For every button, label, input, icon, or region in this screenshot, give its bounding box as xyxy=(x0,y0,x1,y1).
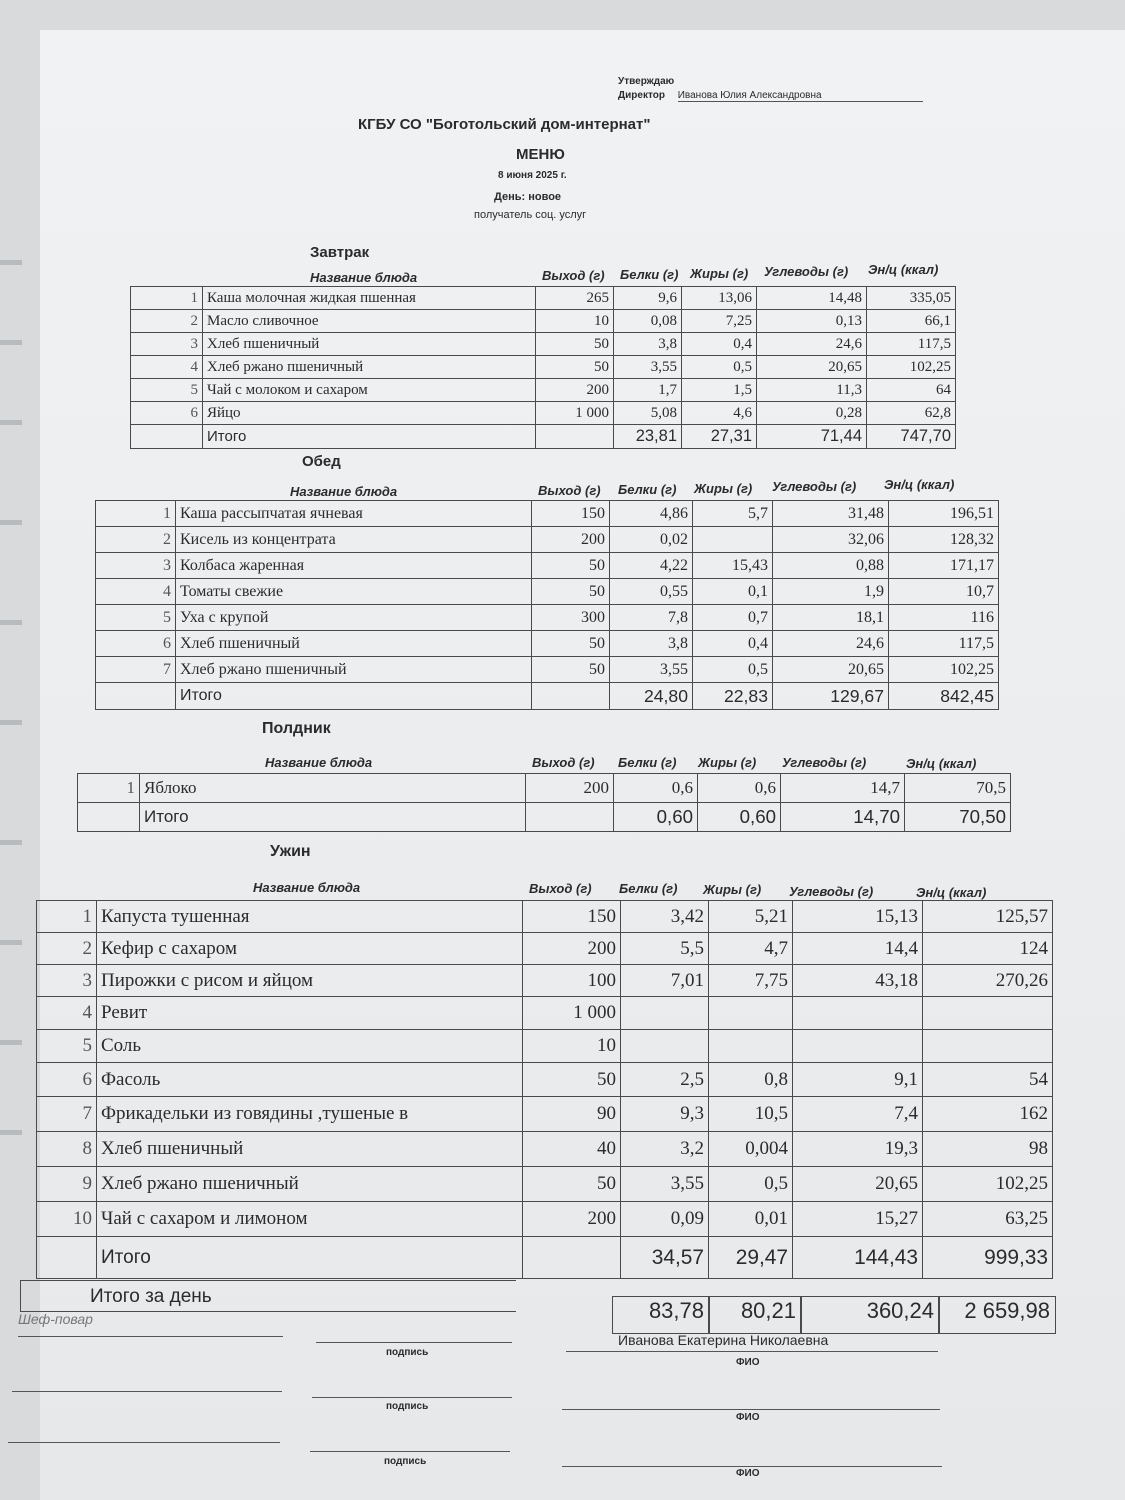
total-fat: 22,83 xyxy=(693,683,773,710)
fio-line xyxy=(562,1466,942,1467)
fio-line xyxy=(566,1351,938,1352)
dish-fat: 0,4 xyxy=(693,631,773,657)
dish-yield: 1 000 xyxy=(523,997,621,1030)
dish-energy: 102,25 xyxy=(889,657,999,683)
dish-yield: 50 xyxy=(536,356,614,379)
dish-name: Яйцо xyxy=(203,402,536,425)
dish-name: Капуста тушенная xyxy=(97,901,523,933)
section-title-snack: Полдник xyxy=(262,720,331,737)
col-energy: Эн/ц (ккал) xyxy=(884,477,955,492)
dish-yield: 50 xyxy=(532,553,610,579)
dish-energy: 102,25 xyxy=(867,356,956,379)
fio-caption: ФИО xyxy=(736,1412,760,1423)
row-number: 4 xyxy=(37,997,97,1030)
director-name: Иванова Юлия Александровна xyxy=(678,90,923,102)
approve-label: Утверждаю xyxy=(618,76,675,87)
menu-date: 8 июня 2025 г. xyxy=(498,170,567,181)
binder-tab xyxy=(0,940,22,945)
director-label: Директор xyxy=(618,90,665,101)
dish-yield: 10 xyxy=(536,310,614,333)
total-fat: 29,47 xyxy=(709,1237,793,1279)
chef-name: Иванова Екатерина Николаевна xyxy=(618,1332,829,1348)
dish-name: Масло сливочное xyxy=(203,310,536,333)
dish-yield: 50 xyxy=(523,1167,621,1202)
dish-name: Каша рассыпчатая ячневая xyxy=(176,501,532,527)
row-number: 4 xyxy=(96,579,176,605)
dish-protein: 3,8 xyxy=(614,333,682,356)
col-carbs: Углеводы (г) xyxy=(764,264,849,279)
dish-energy: 196,51 xyxy=(889,501,999,527)
snack-table xyxy=(77,773,1011,832)
dish-energy: 54 xyxy=(923,1063,1053,1097)
col-name: Название блюда xyxy=(310,270,418,285)
col-yield: Выход (г) xyxy=(538,483,601,498)
dish-fat: 0,004 xyxy=(709,1132,793,1167)
dish-energy: 124 xyxy=(923,933,1053,965)
dish-energy: 270,26 xyxy=(923,965,1053,997)
dish-protein: 3,55 xyxy=(610,657,693,683)
dish-protein: 3,42 xyxy=(621,901,709,933)
dish-yield: 300 xyxy=(532,605,610,631)
day-total-fat: 80,21 xyxy=(740,1298,796,1323)
col-energy: Эн/ц (ккал) xyxy=(916,885,987,900)
dish-name: Ревит xyxy=(97,997,523,1030)
dish-protein: 0,6 xyxy=(614,774,698,803)
dish-carbs: 9,1 xyxy=(793,1063,923,1097)
dish-energy: 66,1 xyxy=(867,310,956,333)
dish-yield: 50 xyxy=(523,1063,621,1097)
table-row xyxy=(131,310,956,333)
row-number: 5 xyxy=(37,1030,97,1063)
dish-protein xyxy=(621,1030,709,1063)
signature-caption: подпись xyxy=(386,1347,429,1358)
col-protein: Белки (г) xyxy=(619,881,678,896)
dish-fat: 7,75 xyxy=(709,965,793,997)
dish-carbs: 19,3 xyxy=(793,1132,923,1167)
total-carbs: 129,67 xyxy=(773,683,889,710)
col-yield: Выход (г) xyxy=(529,881,592,896)
dish-yield: 150 xyxy=(523,901,621,933)
dish-protein: 0,08 xyxy=(614,310,682,333)
menu-recipient: получатель соц. услуг xyxy=(474,209,587,221)
col-fat: Жиры (г) xyxy=(698,755,757,770)
total-carbs: 144,43 xyxy=(793,1237,923,1279)
dish-fat xyxy=(693,527,773,553)
row-number: 10 xyxy=(37,1202,97,1237)
dish-protein: 2,5 xyxy=(621,1063,709,1097)
section-title-lunch: Обед xyxy=(302,453,341,470)
row-number: 5 xyxy=(96,605,176,631)
dish-fat: 0,1 xyxy=(693,579,773,605)
binder-tab xyxy=(0,840,22,845)
fio-line xyxy=(562,1409,940,1410)
dish-energy: 116 xyxy=(889,605,999,631)
dish-name: Кисель из концентрата xyxy=(176,527,532,553)
dish-carbs: 7,4 xyxy=(793,1097,923,1132)
binder-tab xyxy=(0,620,22,625)
dish-name: Каша молочная жидкая пшенная xyxy=(203,287,536,310)
dish-carbs: 14,7 xyxy=(781,774,905,803)
col-protein: Белки (г) xyxy=(618,755,677,770)
row-number: 6 xyxy=(37,1063,97,1097)
dish-fat: 0,5 xyxy=(709,1167,793,1202)
dish-fat: 0,01 xyxy=(709,1202,793,1237)
dish-yield: 200 xyxy=(532,527,610,553)
binder-tab xyxy=(0,420,22,425)
dish-fat: 7,25 xyxy=(682,310,757,333)
dish-protein: 4,86 xyxy=(610,501,693,527)
col-protein: Белки (г) xyxy=(620,267,679,282)
day-total-label: Итого за день xyxy=(90,1286,212,1307)
col-name: Название блюда xyxy=(290,484,398,499)
dish-yield: 200 xyxy=(536,379,614,402)
dish-fat: 4,6 xyxy=(682,402,757,425)
dish-carbs: 43,18 xyxy=(793,965,923,997)
row-number: 9 xyxy=(37,1167,97,1202)
dish-energy xyxy=(923,1030,1053,1063)
signature-line xyxy=(8,1442,280,1443)
dish-fat: 4,7 xyxy=(709,933,793,965)
total-row xyxy=(96,683,999,710)
table-row xyxy=(37,1097,1053,1132)
table-row xyxy=(96,579,999,605)
dish-yield: 265 xyxy=(536,287,614,310)
fio-caption: ФИО xyxy=(736,1468,760,1479)
table-row xyxy=(37,933,1053,965)
signature-line xyxy=(316,1342,512,1343)
row-number: 3 xyxy=(131,333,203,356)
dish-yield: 50 xyxy=(536,333,614,356)
col-carbs: Углеводы (г) xyxy=(789,884,874,899)
dish-yield: 100 xyxy=(523,965,621,997)
dish-carbs: 0,28 xyxy=(757,402,867,425)
signature-caption: подпись xyxy=(386,1401,429,1412)
signature-line xyxy=(310,1451,510,1452)
table-row xyxy=(96,605,999,631)
row-number: 3 xyxy=(37,965,97,997)
section-title-dinner: Ужин xyxy=(270,843,311,860)
dish-yield: 1 000 xyxy=(536,402,614,425)
row-number: 4 xyxy=(131,356,203,379)
dish-protein xyxy=(621,997,709,1030)
dish-fat: 0,6 xyxy=(698,774,781,803)
dish-fat: 15,43 xyxy=(693,553,773,579)
dish-fat: 1,5 xyxy=(682,379,757,402)
lunch-table xyxy=(95,500,999,710)
dish-name: Хлеб ржано пшеничный xyxy=(97,1167,523,1202)
dish-name: Фрикадельки из говядины ,тушеные в xyxy=(97,1097,523,1132)
total-row xyxy=(78,803,1011,832)
row-number: 6 xyxy=(96,631,176,657)
table-row xyxy=(78,774,1011,803)
dish-carbs: 1,9 xyxy=(773,579,889,605)
organization-title: КГБУ СО "Боготольский дом-интернат" xyxy=(358,116,651,133)
row-number: 7 xyxy=(37,1097,97,1132)
total-energy: 999,33 xyxy=(923,1237,1053,1279)
dish-fat: 0,5 xyxy=(682,356,757,379)
dish-energy: 128,32 xyxy=(889,527,999,553)
dish-protein: 4,22 xyxy=(610,553,693,579)
dish-carbs: 24,6 xyxy=(773,631,889,657)
dish-energy: 64 xyxy=(867,379,956,402)
table-row xyxy=(37,1132,1053,1167)
dish-carbs xyxy=(793,997,923,1030)
binder-tab xyxy=(0,720,22,725)
day-total-energy: 2 659,98 xyxy=(964,1298,1050,1323)
row-number: 2 xyxy=(96,527,176,553)
binder-tab xyxy=(0,340,22,345)
binder-tab xyxy=(0,260,22,265)
dish-yield: 200 xyxy=(523,933,621,965)
total-protein: 34,57 xyxy=(621,1237,709,1279)
dish-fat: 0,7 xyxy=(693,605,773,631)
total-row xyxy=(37,1237,1053,1279)
director-line xyxy=(618,90,938,102)
table-row xyxy=(131,287,956,310)
dish-name: Фасоль xyxy=(97,1063,523,1097)
dish-fat: 5,7 xyxy=(693,501,773,527)
col-fat: Жиры (г) xyxy=(694,481,753,496)
dish-energy: 63,25 xyxy=(923,1202,1053,1237)
dish-protein: 5,08 xyxy=(614,402,682,425)
dish-name: Хлеб ржано пшеничный xyxy=(203,356,536,379)
dish-energy: 117,5 xyxy=(867,333,956,356)
table-row xyxy=(37,997,1053,1030)
dish-carbs: 18,1 xyxy=(773,605,889,631)
dish-yield: 200 xyxy=(526,774,614,803)
table-row xyxy=(37,901,1053,933)
dish-name: Пирожки с рисом и яйцом xyxy=(97,965,523,997)
col-yield: Выход (г) xyxy=(532,755,595,770)
dish-fat xyxy=(709,997,793,1030)
dish-yield: 50 xyxy=(532,657,610,683)
dish-protein: 1,7 xyxy=(614,379,682,402)
col-name: Название блюда xyxy=(253,880,361,895)
dish-carbs: 20,65 xyxy=(793,1167,923,1202)
dish-carbs: 15,27 xyxy=(793,1202,923,1237)
row-number: 7 xyxy=(96,657,176,683)
dinner-table xyxy=(36,900,1053,1279)
col-protein: Белки (г) xyxy=(618,482,677,497)
dish-yield: 90 xyxy=(523,1097,621,1132)
table-row xyxy=(37,1167,1053,1202)
row-number: 2 xyxy=(131,310,203,333)
binder-tab xyxy=(0,520,22,525)
dish-energy: 162 xyxy=(923,1097,1053,1132)
row-number: 8 xyxy=(37,1132,97,1167)
page-title: МЕНЮ xyxy=(516,146,565,163)
col-fat: Жиры (г) xyxy=(690,266,749,281)
dish-name: Колбаса жаренная xyxy=(176,553,532,579)
dish-protein: 7,8 xyxy=(610,605,693,631)
dish-carbs: 0,88 xyxy=(773,553,889,579)
dish-fat: 0,5 xyxy=(693,657,773,683)
dish-energy: 10,7 xyxy=(889,579,999,605)
total-row xyxy=(131,425,956,449)
dish-energy: 171,17 xyxy=(889,553,999,579)
dish-yield: 50 xyxy=(532,631,610,657)
dish-carbs: 32,06 xyxy=(773,527,889,553)
dish-energy xyxy=(923,997,1053,1030)
dish-energy: 125,57 xyxy=(923,901,1053,933)
dish-carbs: 24,6 xyxy=(757,333,867,356)
dish-carbs: 0,13 xyxy=(757,310,867,333)
dish-name: Хлеб ржано пшеничный xyxy=(176,657,532,683)
table-row xyxy=(131,333,956,356)
table-row xyxy=(37,1202,1053,1237)
table-row xyxy=(37,1030,1053,1063)
col-carbs: Углеводы (г) xyxy=(772,479,857,494)
chef-label: Шеф-повар xyxy=(18,1311,93,1327)
dish-carbs: 11,3 xyxy=(757,379,867,402)
row-number: 1 xyxy=(37,901,97,933)
row-number: 6 xyxy=(131,402,203,425)
table-row xyxy=(96,527,999,553)
col-name: Название блюда xyxy=(265,755,373,770)
col-energy: Эн/ц (ккал) xyxy=(868,262,939,277)
total-carbs: 14,70 xyxy=(781,803,905,832)
day-total-carbs: 360,24 xyxy=(866,1298,934,1323)
dish-name: Соль xyxy=(97,1030,523,1063)
dish-carbs: 15,13 xyxy=(793,901,923,933)
day-total-protein: 83,78 xyxy=(648,1298,704,1323)
col-carbs: Углеводы (г) xyxy=(782,755,867,770)
row-number: 2 xyxy=(37,933,97,965)
total-energy: 747,70 xyxy=(867,425,956,449)
total-fat: 27,31 xyxy=(682,425,757,449)
signature-line xyxy=(18,1336,283,1337)
signature-caption: подпись xyxy=(384,1456,427,1467)
dish-name: Яблоко xyxy=(140,774,526,803)
dish-protein: 0,09 xyxy=(621,1202,709,1237)
row-number: 1 xyxy=(96,501,176,527)
total-label: Итого xyxy=(203,425,536,449)
total-energy: 70,50 xyxy=(905,803,1011,832)
total-protein: 0,60 xyxy=(614,803,698,832)
dish-fat: 0,8 xyxy=(709,1063,793,1097)
dish-protein: 3,55 xyxy=(614,356,682,379)
dish-name: Хлеб пшеничный xyxy=(97,1132,523,1167)
dish-name: Уха с крупой xyxy=(176,605,532,631)
dish-yield: 200 xyxy=(523,1202,621,1237)
row-number: 1 xyxy=(131,287,203,310)
dish-protein: 0,55 xyxy=(610,579,693,605)
signature-line xyxy=(312,1397,512,1398)
total-label: Итого xyxy=(140,803,526,832)
dish-protein: 0,02 xyxy=(610,527,693,553)
dish-name: Кефир с сахаром xyxy=(97,933,523,965)
table-row xyxy=(96,657,999,683)
table-row xyxy=(96,553,999,579)
dish-name: Томаты свежие xyxy=(176,579,532,605)
fio-caption: ФИО xyxy=(736,1357,760,1368)
breakfast-table xyxy=(130,286,956,449)
table-row xyxy=(37,965,1053,997)
dish-protein: 3,55 xyxy=(621,1167,709,1202)
dish-carbs: 20,65 xyxy=(757,356,867,379)
menu-day: День: новое xyxy=(494,191,562,203)
row-number: 3 xyxy=(96,553,176,579)
binder-tab xyxy=(0,1130,22,1135)
dish-protein: 9,6 xyxy=(614,287,682,310)
col-energy: Эн/ц (ккал) xyxy=(906,756,977,771)
binder-tab xyxy=(0,1040,22,1045)
dish-fat: 5,21 xyxy=(709,901,793,933)
dish-protein: 7,01 xyxy=(621,965,709,997)
dish-carbs: 31,48 xyxy=(773,501,889,527)
dish-fat: 13,06 xyxy=(682,287,757,310)
dish-carbs: 20,65 xyxy=(773,657,889,683)
row-number: 1 xyxy=(78,774,140,803)
dish-yield: 10 xyxy=(523,1030,621,1063)
signature-line xyxy=(12,1391,282,1392)
dish-protein: 3,8 xyxy=(610,631,693,657)
dish-energy: 335,05 xyxy=(867,287,956,310)
section-title-breakfast: Завтрак xyxy=(310,244,370,261)
total-protein: 24,80 xyxy=(610,683,693,710)
dish-yield: 50 xyxy=(532,579,610,605)
dish-energy: 102,25 xyxy=(923,1167,1053,1202)
total-energy: 842,45 xyxy=(889,683,999,710)
total-fat: 0,60 xyxy=(698,803,781,832)
dish-energy: 70,5 xyxy=(905,774,1011,803)
total-label: Итого xyxy=(176,683,532,710)
dish-protein: 5,5 xyxy=(621,933,709,965)
col-yield: Выход (г) xyxy=(542,268,605,283)
dish-energy: 62,8 xyxy=(867,402,956,425)
dish-protein: 9,3 xyxy=(621,1097,709,1132)
row-number: 5 xyxy=(131,379,203,402)
table-row xyxy=(96,631,999,657)
total-label: Итого xyxy=(97,1237,523,1279)
dish-fat: 0,4 xyxy=(682,333,757,356)
dish-name: Чай с молоком и сахаром xyxy=(203,379,536,402)
total-carbs: 71,44 xyxy=(757,425,867,449)
dish-carbs xyxy=(793,1030,923,1063)
dish-yield: 150 xyxy=(532,501,610,527)
table-row xyxy=(131,402,956,425)
dish-name: Чай с сахаром и лимоном xyxy=(97,1202,523,1237)
dish-name: Хлеб пшеничный xyxy=(176,631,532,657)
dish-protein: 3,2 xyxy=(621,1132,709,1167)
dish-name: Хлеб пшеничный xyxy=(203,333,536,356)
dish-carbs: 14,4 xyxy=(793,933,923,965)
table-row xyxy=(96,501,999,527)
table-row xyxy=(37,1063,1053,1097)
table-row xyxy=(131,379,956,402)
dish-carbs: 14,48 xyxy=(757,287,867,310)
dish-fat: 10,5 xyxy=(709,1097,793,1132)
total-protein: 23,81 xyxy=(614,425,682,449)
dish-energy: 98 xyxy=(923,1132,1053,1167)
dish-yield: 40 xyxy=(523,1132,621,1167)
col-fat: Жиры (г) xyxy=(703,882,762,897)
dish-energy: 117,5 xyxy=(889,631,999,657)
table-row xyxy=(131,356,956,379)
dish-fat xyxy=(709,1030,793,1063)
